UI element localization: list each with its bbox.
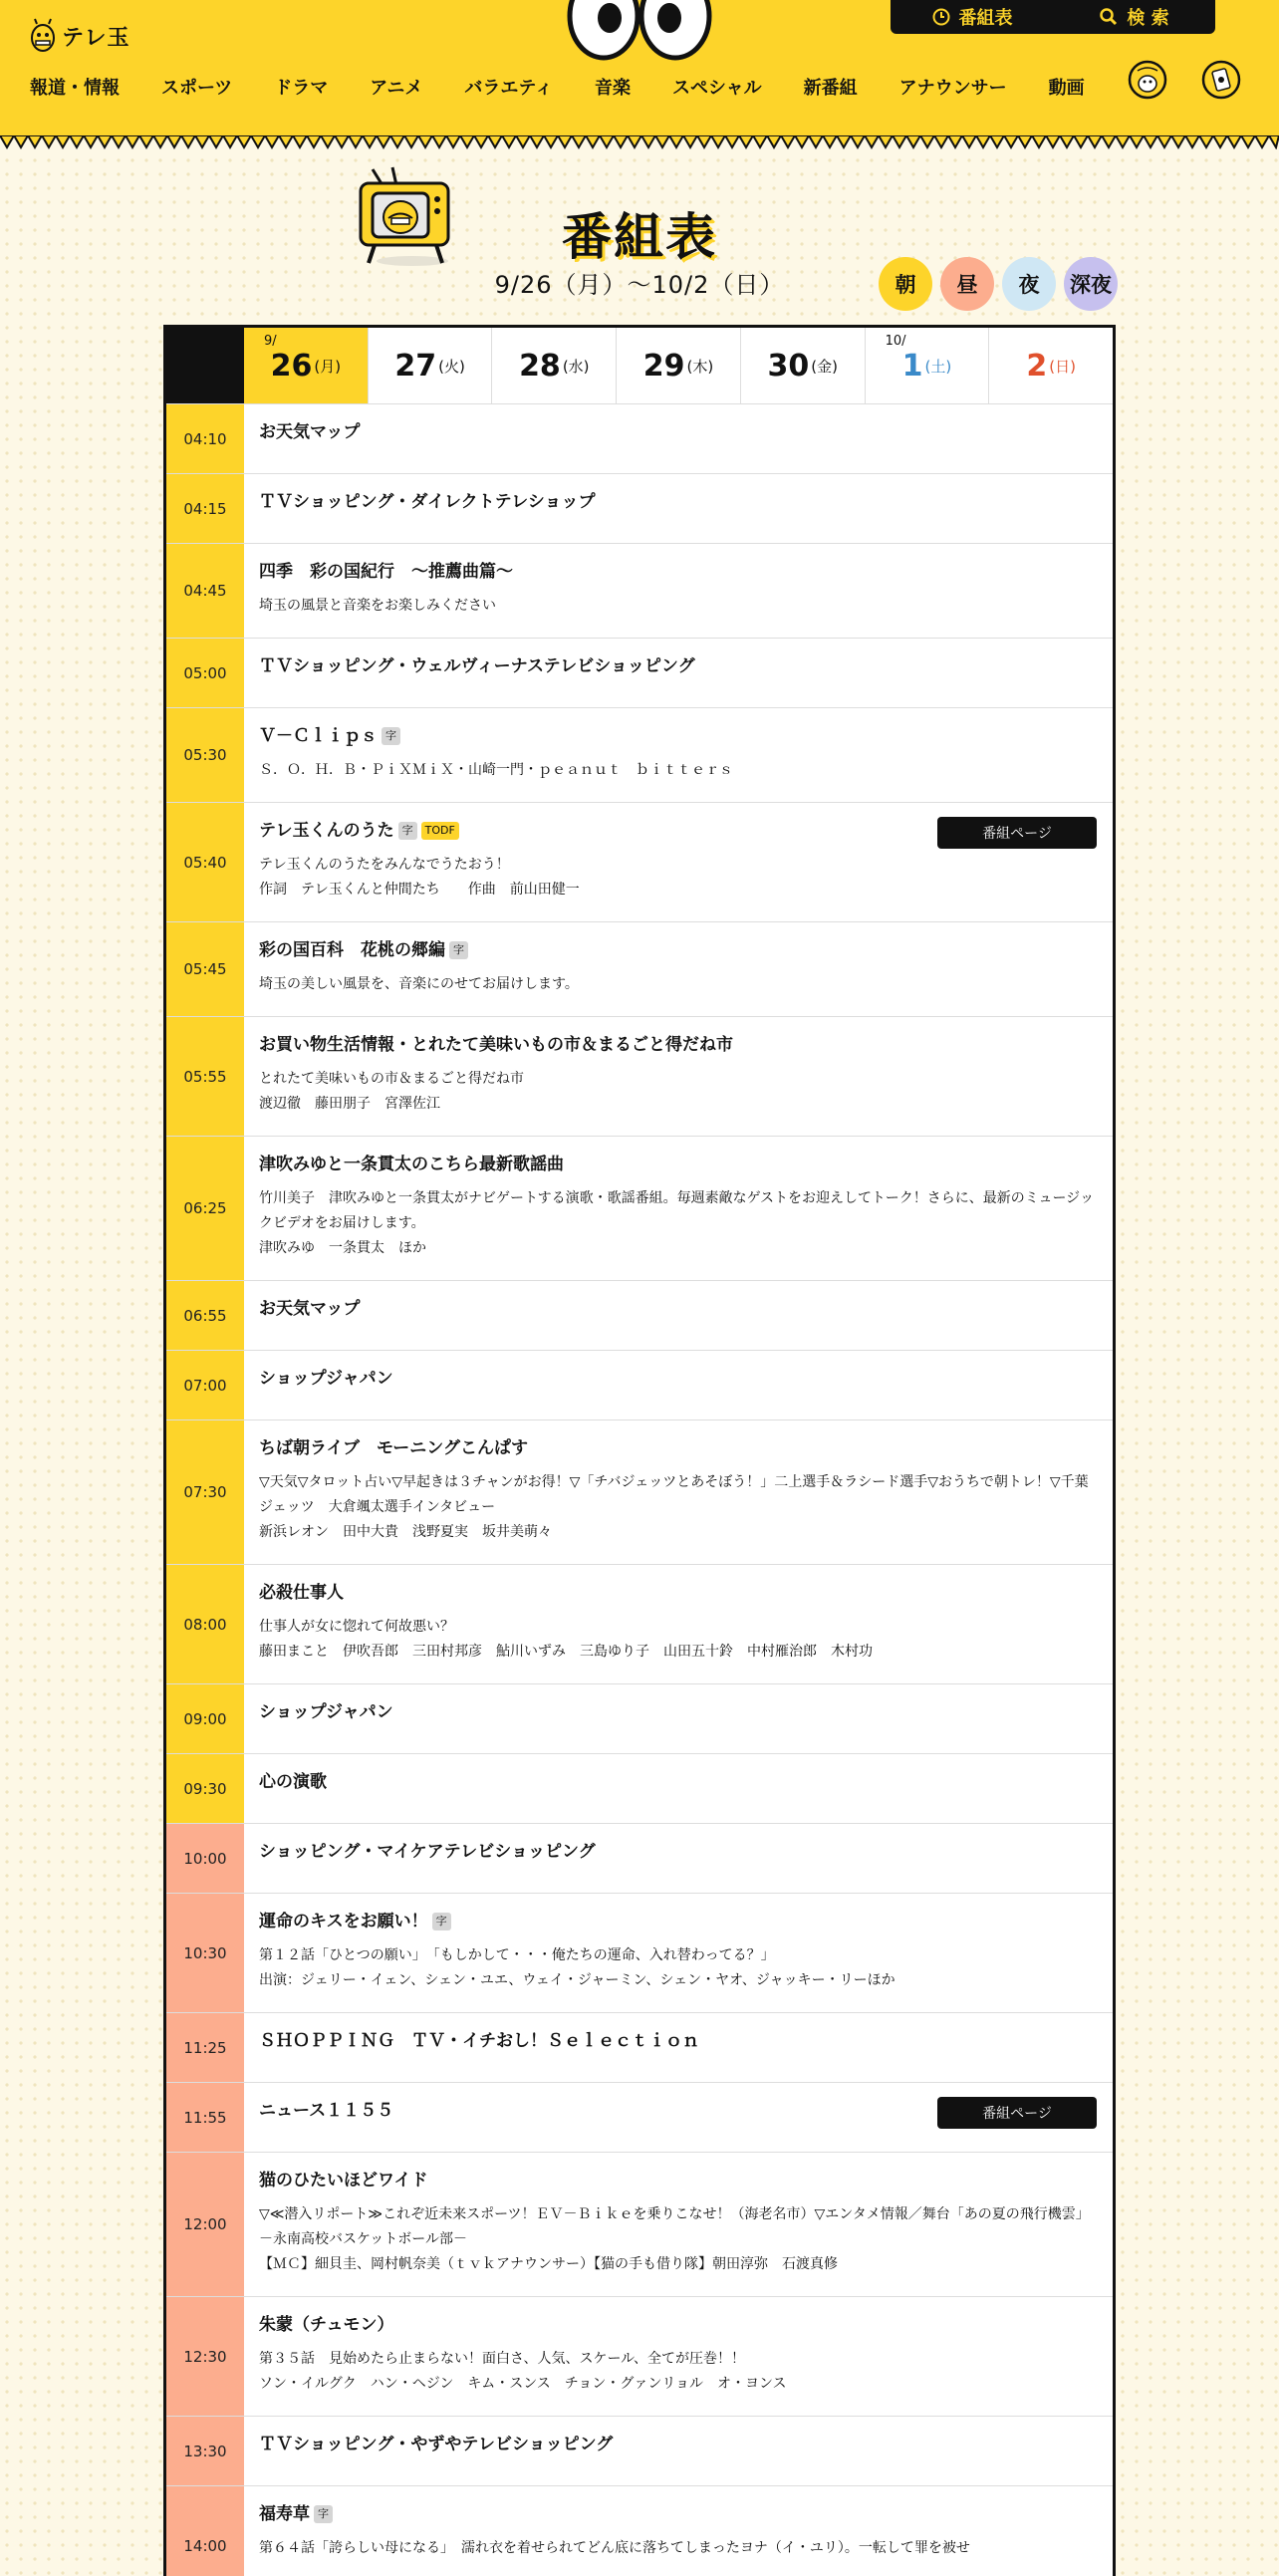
program-time: 10:00 [166, 1824, 244, 1893]
program-title[interactable]: ＴＶショッピング・やずやテレビショッピング [259, 2435, 614, 2454]
program-title[interactable]: ニュース１１５５ [259, 2101, 394, 2121]
program-time: 05:45 [166, 922, 244, 1016]
program-cell [244, 1565, 1113, 1683]
program-cell [244, 2417, 1113, 2485]
program-title-line [259, 1700, 1097, 1724]
program-title[interactable]: 津吹みゆと一条貫太のこちら最新歌謡曲 [259, 1155, 564, 1174]
program-description: Ｓ．Ｏ．Ｈ．Ｂ・ＰｉＸＭｉＸ・山崎一門・ｐｅａｎｕｔ ｂｉｔｔｅｒｓ [259, 762, 733, 778]
program-time: 08:00 [166, 1565, 244, 1683]
program-row[interactable] [166, 2153, 1113, 2297]
program-row[interactable] [166, 1017, 1113, 1137]
program-row[interactable] [166, 2013, 1113, 2083]
program-time: 07:00 [166, 1351, 244, 1419]
program-title-line [259, 1770, 1097, 1794]
program-time: 05:55 [166, 1017, 244, 1136]
program-title-line [259, 1367, 1097, 1391]
evening-button[interactable]: 夜 [1002, 257, 1056, 311]
program-time: 06:55 [166, 1281, 244, 1350]
nav-news[interactable]: 報道・情報 [30, 78, 120, 99]
program-row[interactable] [166, 1684, 1113, 1754]
program-cell [244, 803, 1113, 921]
program-row[interactable] [166, 803, 1113, 922]
program-description: 埼玉の風景と音楽をお楽しみください [259, 598, 496, 614]
subtitle-badge: 字 [432, 1913, 451, 1931]
program-title[interactable]: ＴＶショッピング・ウェルヴィーナステレビショッピング [259, 656, 695, 676]
program-title-line [259, 1297, 1097, 1321]
program-description: とれたて美味いもの市＆まるごと得だね市 渡辺徹 藤田朋子 宮澤佐江 [259, 1071, 524, 1112]
nav-announcers[interactable]: アナウンサー [898, 78, 1007, 99]
program-time: 04:15 [166, 474, 244, 543]
program-time: 04:45 [166, 544, 244, 638]
site-header [0, 0, 1279, 137]
morning-button[interactable]: 朝 [879, 257, 932, 311]
program-title-line [259, 2313, 1097, 2337]
site-logo[interactable] [30, 18, 130, 54]
program-title[interactable]: ショップジャパン [259, 1702, 393, 1722]
nav-videos[interactable]: 動画 [1048, 78, 1085, 99]
subtitle-badge: 字 [382, 727, 400, 745]
program-cell [244, 1754, 1113, 1823]
program-title[interactable]: ショッピング・マイケアテレビショッピング [259, 1842, 596, 1862]
day-tab-27[interactable] [368, 328, 492, 403]
subtitle-badge: 字 [398, 822, 417, 840]
program-title[interactable]: 心の演歌 [259, 1772, 327, 1792]
program-row[interactable] [166, 1137, 1113, 1281]
program-time: 05:30 [166, 708, 244, 802]
nav-special[interactable]: スペシャル [671, 78, 762, 99]
program-time: 04:10 [166, 404, 244, 473]
program-cell [244, 544, 1113, 638]
day-weekday: (金) [811, 357, 838, 376]
subtitle-badge: 字 [314, 2505, 333, 2523]
header-zigzag-edge [0, 135, 1279, 149]
program-time: 11:55 [166, 2083, 244, 2152]
program-row[interactable] [166, 2083, 1113, 2153]
program-title-line [259, 2169, 1097, 2192]
program-title[interactable]: ショップジャパン [259, 1369, 393, 1389]
program-time: 07:30 [166, 1420, 244, 1564]
program-title-line [259, 654, 1097, 678]
day-weekday: (日) [1049, 357, 1076, 376]
program-list [166, 404, 1113, 2576]
subtitle-badge: 字 [449, 941, 468, 959]
program-row[interactable] [166, 639, 1113, 708]
day-number: 30 [767, 348, 810, 384]
program-time: 12:00 [166, 2153, 244, 2296]
program-time: 05:00 [166, 639, 244, 707]
program-cell [244, 1281, 1113, 1350]
program-title[interactable]: 四季 彩の国紀行 ～推薦曲篇～ [259, 562, 513, 582]
mascot-logo-icon [30, 18, 56, 54]
program-time: 09:30 [166, 1754, 244, 1823]
day-tab-28[interactable] [491, 328, 616, 403]
nav-music[interactable]: 音楽 [594, 78, 631, 99]
program-cell [244, 1017, 1113, 1136]
program-title-line [259, 1033, 1097, 1057]
program-title[interactable]: 福寿草 [259, 2504, 310, 2524]
nav-variety[interactable]: バラエティ [464, 78, 553, 99]
daytime-button[interactable]: 昼 [940, 257, 994, 311]
program-row[interactable] [166, 474, 1113, 544]
program-row[interactable] [166, 2297, 1113, 2417]
program-title[interactable]: 彩の国百科 花桃の郷編 [259, 940, 445, 960]
todf-badge: TODF [421, 822, 459, 840]
clock-icon [931, 7, 951, 27]
day-number: 29 [642, 348, 685, 384]
day-weekday: (水) [562, 357, 590, 376]
program-title-line [259, 1910, 1097, 1933]
program-cell [244, 2486, 1113, 2576]
program-time: 09:00 [166, 1684, 244, 1753]
nav-anime[interactable]: アニメ [370, 78, 423, 99]
program-description: 竹川美子 津吹みゆと一条貫太がナビゲートする演歌・歌謡番組。毎週素敵なゲストをお迎えしてトーク！さらに、最新のミュージックビデオをお届けします。 津吹みゆ 一条貫太 ほか [259, 1190, 1095, 1256]
program-row[interactable] [166, 1754, 1113, 1824]
program-row[interactable] [166, 708, 1113, 803]
program-title-line [259, 490, 1097, 514]
program-title-line [259, 938, 1097, 962]
program-title[interactable]: 猫のひたいほどワイド [259, 2171, 428, 2190]
teletama-kun-icon[interactable] [1128, 60, 1167, 100]
program-title-line [259, 1581, 1097, 1605]
program-table-label: 番組表 [958, 8, 1013, 29]
program-description: 埼玉の美しい風景を、音楽にのせてお届けします。 [259, 976, 579, 992]
program-cell [244, 1894, 1113, 2012]
nav-drama[interactable]: ドラマ [274, 78, 329, 99]
program-row[interactable] [166, 1281, 1113, 1351]
program-cell [244, 404, 1113, 473]
program-cell [244, 2153, 1113, 2296]
program-table-button[interactable] [891, 0, 1053, 34]
program-title[interactable]: お買い物生活情報・とれたて美味いもの市＆まるごと得だね市 [259, 1035, 733, 1055]
program-time: 05:40 [166, 803, 244, 921]
search-label: 検 索 [1127, 8, 1169, 29]
tv-mascot-icon [353, 165, 456, 269]
main-nav [30, 74, 1085, 100]
program-description: ▽≪潜入リポート≫これぞ近未来スポーツ！ＥＶ－Ｂｉｋｅを乗りこなせ！（海老名市）▽エンタメ情報／舞台「あの夏の飛行機雲」－永南高校バスケットボール部－ 【ＭＣ】細貝圭、岡村帆奈美（ｔｖｋアナウンサー）【猫の手も借り隊】朝田淳弥 石渡真修 [259, 2206, 1090, 2272]
program-cell [244, 2013, 1113, 2082]
program-title-line [259, 2029, 1097, 2053]
program-title[interactable]: ちば朝ライブ モーニングこんぱす [259, 1438, 528, 1458]
program-page-button[interactable]: 番組ページ [937, 817, 1097, 849]
day-number: 1 [901, 348, 923, 384]
program-description: 第６４話「誇らしい母になる」 濡れ衣を着せられてどん底に落ちてしまったヨナ（イ・ユリ）。一転して罪を被せ [259, 2540, 970, 2556]
program-title-line [259, 420, 1097, 444]
program-cell [244, 922, 1113, 1016]
logo-text: テレ玉 [62, 25, 130, 51]
day-weekday: (月) [314, 357, 342, 376]
program-title-line [259, 560, 1097, 584]
program-cell [244, 1684, 1113, 1753]
day-number: 26 [270, 348, 313, 384]
program-time: 11:25 [166, 2013, 244, 2082]
program-cell [244, 2297, 1113, 2416]
program-row[interactable] [166, 1420, 1113, 1565]
program-time: 12:30 [166, 2297, 244, 2416]
program-row[interactable] [166, 1351, 1113, 1420]
program-cell [244, 1137, 1113, 1280]
program-row[interactable] [166, 922, 1113, 1017]
program-title[interactable]: 運命のキスをお願い！ [259, 1912, 428, 1932]
program-cell [244, 1351, 1113, 1419]
program-description: テレ玉くんのうたをみんなでうたおう！ 作詞 テレ玉くんと仲間たち 作曲 前山田健一 [259, 857, 580, 898]
day-tab-2[interactable] [988, 328, 1113, 403]
program-description: ▽天気▽タロット占い▽早起きは３チャンがお得！▽「チバジェッツとあそぼう！」二上選手＆ラシード選手▽おうちで朝トレ！▽千葉ジェッツ 大倉颯太選手インタビュー 新浜レオン 田中大貴 浅野夏実 坂井美萌々 [259, 1474, 1089, 1540]
day-tab-1[interactable] [865, 328, 989, 403]
program-cell [244, 639, 1113, 707]
day-month: 10/ [885, 334, 906, 349]
program-title[interactable]: 必殺仕事人 [259, 1583, 344, 1603]
program-cell [244, 1824, 1113, 1893]
program-row[interactable] [166, 544, 1113, 639]
program-title-line [259, 1436, 1097, 1460]
program-cell [244, 474, 1113, 543]
day-weekday: (土) [924, 357, 952, 376]
day-tab-30[interactable] [740, 328, 865, 403]
day-weekday: (木) [686, 357, 714, 376]
late-night-button[interactable]: 深夜 [1064, 257, 1118, 311]
date-range: 9/26（月）〜10/2（日） [494, 271, 785, 299]
program-time: 06:25 [166, 1137, 244, 1280]
day-tabs-corner [166, 328, 244, 403]
program-description: 仕事人が女に惚れて何故悪い？ 藤田まこと 伊吹吾郎 三田村邦彦 鮎川いずみ 三島ゆり子 山田五十鈴 中村雁治郎 木村功 [259, 1619, 873, 1660]
program-cell [244, 1420, 1113, 1564]
program-title[interactable]: お天気マップ [259, 422, 361, 442]
program-title[interactable]: テレ玉くんのうた [259, 821, 394, 841]
program-title[interactable]: 朱蒙（チュモン） [259, 2315, 394, 2335]
day-tab-29[interactable] [616, 328, 740, 403]
day-number: 27 [394, 348, 437, 384]
nav-new-programs[interactable]: 新番組 [803, 78, 858, 99]
page-title: 番組表 [562, 208, 717, 266]
program-page-button[interactable]: 番組ページ [937, 2097, 1097, 2129]
top-buttons [891, 0, 1215, 34]
nav-sports[interactable]: スポーツ [161, 78, 233, 99]
program-title-line [259, 2502, 1097, 2526]
program-description: 第３５話 見始めたら止まらない！面白さ、人気、スケール、全てが圧巻！！ ソン・イルグク ハン・ヘジン キム・スンス チョン・グァンリョル オ・ヨンス [259, 2351, 787, 2392]
program-cell [244, 2083, 1113, 2152]
day-number: 2 [1026, 348, 1048, 384]
program-title[interactable]: ＴＶショッピング・ダイレクトテレショップ [259, 492, 596, 512]
program-row[interactable] [166, 1565, 1113, 1684]
day-tabs [166, 328, 1113, 404]
day-number: 28 [519, 348, 561, 384]
program-title-line [259, 1840, 1097, 1864]
program-row[interactable] [166, 2486, 1113, 2576]
program-row[interactable] [166, 404, 1113, 474]
program-time: 13:30 [166, 2417, 244, 2485]
program-cell [244, 708, 1113, 802]
schedule-table [163, 325, 1116, 2576]
program-title-line [259, 2433, 1097, 2456]
program-description: 第１２話「ひとつの願い」 「もしかして・・・俺たちの運命、入れ替わってる？」 出演：ジェリー・イェン、シェン・ユエ、ウェイ・ジャーミン、シェン・ヤオ、ジャッキー・リーほか [259, 1947, 895, 1988]
search-button[interactable] [1053, 0, 1215, 34]
search-icon [1099, 7, 1119, 27]
teletama-point-icon[interactable] [1201, 60, 1241, 100]
day-weekday: (火) [438, 357, 465, 376]
program-row[interactable] [166, 2417, 1113, 2486]
program-row[interactable] [166, 1824, 1113, 1894]
program-time: 14:00 [166, 2486, 244, 2576]
mascot-eyes-icon [566, 0, 713, 62]
program-time: 10:30 [166, 1894, 244, 2012]
program-title[interactable]: ＳＨＯＰＰＩＮＧ ＴＶ・イチおし！Ｓｅｌｅｃｔｉｏｎ [259, 2031, 699, 2051]
program-title-line [259, 724, 1097, 748]
day-month: 9/ [264, 334, 277, 349]
program-title[interactable]: お天気マップ [259, 1299, 361, 1319]
program-row[interactable] [166, 1894, 1113, 2013]
program-title-line [259, 1153, 1097, 1176]
day-tab-26[interactable] [244, 328, 368, 403]
program-title[interactable]: Ｖ－Ｃｌｉｐｓ [259, 726, 378, 746]
